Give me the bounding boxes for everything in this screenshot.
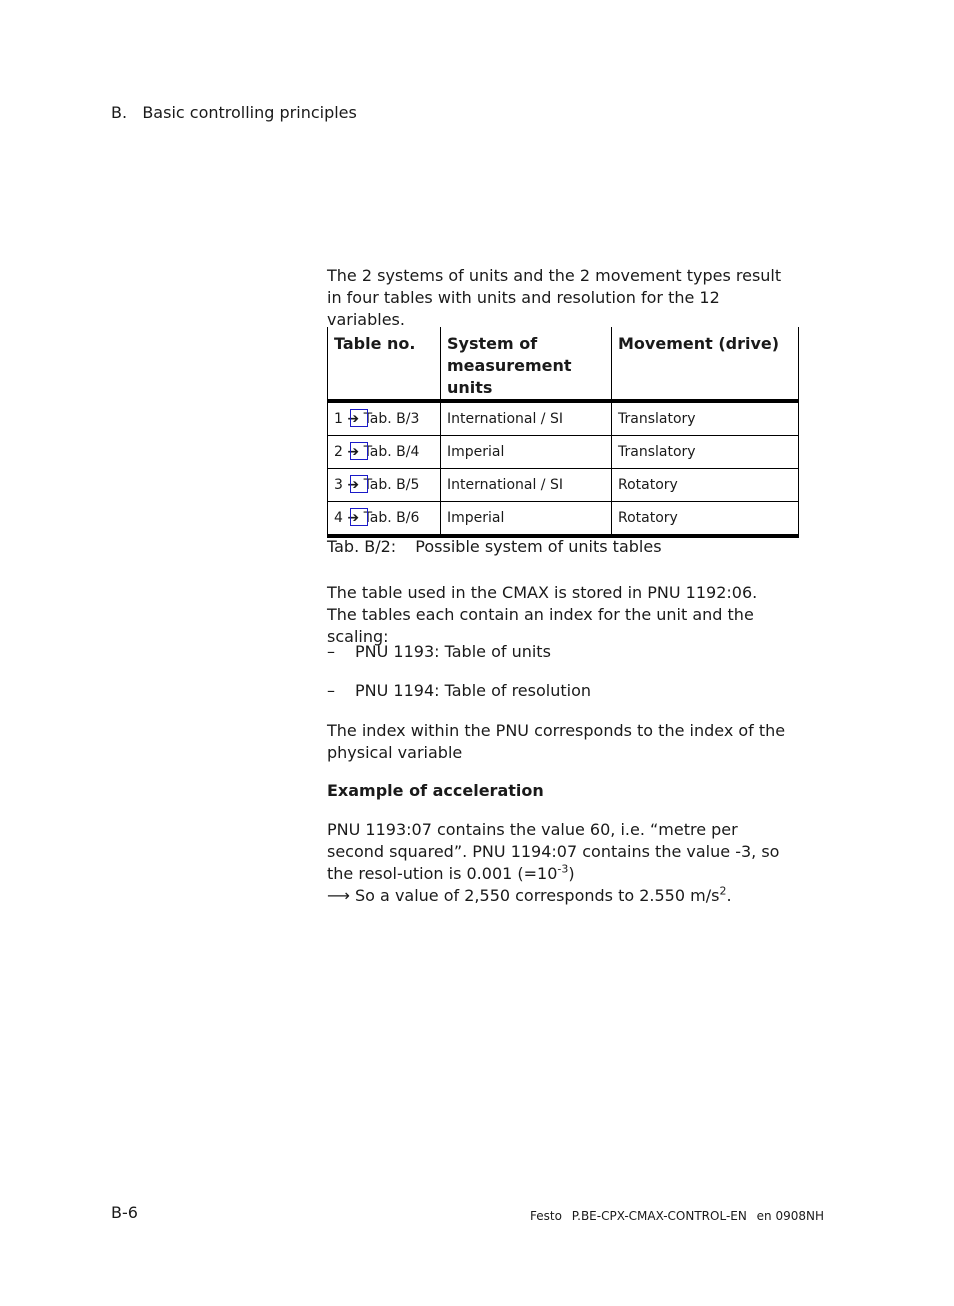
caption-label: Tab. B/2: [327, 537, 397, 556]
example-paragraph [327, 819, 797, 907]
movement-cell: Translatory [612, 436, 799, 469]
movement-cell: Rotatory [612, 469, 799, 502]
table-no-cell [328, 469, 441, 502]
table-row [328, 469, 799, 502]
page-number: B-6 [111, 1203, 138, 1222]
arrow-right-icon: ➔ [347, 444, 360, 460]
caption-text: Possible system of units tables [415, 537, 662, 556]
table-caption [327, 537, 662, 556]
row-number: 3 [334, 477, 343, 493]
result-text-end: . [726, 886, 732, 905]
intro-paragraph: The 2 systems of units and the 2 movement types result in four tables with units and resolution for the 12 variables. [327, 266, 782, 329]
list-item-text: PNU 1194: Table of resolution [355, 681, 592, 700]
exponent: -3 [557, 862, 569, 876]
list-item-text: PNU 1193: Table of units [355, 642, 551, 661]
result-text: So a value of 2,550 corresponds to 2.550 m/s [349, 886, 720, 905]
table-row [328, 401, 799, 436]
system-cell: International / SI [441, 401, 612, 436]
tab-reference-link[interactable]: Tab. B/3 [363, 411, 420, 427]
table-header-row [328, 327, 799, 401]
header-table-no: Table no. [328, 327, 441, 401]
arrow-right-icon: ➔ [347, 411, 360, 427]
footer-edition: en 0908NH [756, 1209, 825, 1223]
tab-reference-link[interactable]: Tab. B/5 [363, 477, 420, 493]
example-text-end: ) [568, 864, 575, 883]
tab-reference-link[interactable]: Tab. B/6 [363, 510, 420, 526]
chapter-letter: B. [111, 103, 128, 122]
footer-document-info [530, 1209, 830, 1223]
list-dash: – [327, 681, 335, 700]
tab-reference-link[interactable]: Tab. B/4 [363, 444, 420, 460]
table-row [328, 436, 799, 469]
footer-company: Festo [530, 1209, 562, 1223]
link-box-icon[interactable] [350, 409, 368, 427]
example-text: PNU 1193:07 contains the value 60, i.e. “metre per second squared”. PNU 1194:07 contains the value -3, so the resol-ution is 0.001 (=10 [327, 820, 780, 883]
header-movement: Movement (drive) [612, 327, 799, 401]
index-paragraph: The index within the PNU corresponds to the index of the physical variable [327, 721, 786, 762]
exponent: 2 [719, 884, 727, 898]
result-arrow-icon: ⟶ [327, 886, 350, 905]
movement-cell: Rotatory [612, 502, 799, 537]
list-item [327, 681, 591, 700]
footer-doc-id: P.BE-CPX-CMAX-CONTROL-EN [571, 1209, 747, 1223]
header-system: System of measurement units [441, 327, 612, 401]
table-no-cell [328, 436, 441, 469]
arrow-right-icon: ➔ [347, 510, 360, 526]
table-row [328, 502, 799, 537]
row-number: 2 [334, 444, 343, 460]
table-no-cell [328, 502, 441, 537]
units-tables-table [327, 327, 799, 538]
system-cell: International / SI [441, 469, 612, 502]
row-number: 1 [334, 411, 343, 427]
system-cell: Imperial [441, 502, 612, 537]
example-heading: Example of acceleration [327, 781, 544, 800]
chapter-title: Basic controlling principles [142, 103, 357, 122]
row-number: 4 [334, 510, 343, 526]
table-no-cell [328, 401, 441, 436]
list-item [327, 642, 551, 661]
list-dash: – [327, 642, 335, 661]
movement-cell: Translatory [612, 401, 799, 436]
arrow-right-icon: ➔ [347, 477, 360, 493]
link-box-icon[interactable] [350, 508, 368, 526]
link-box-icon[interactable] [350, 442, 368, 460]
link-box-icon[interactable] [350, 475, 368, 493]
pnu-paragraph: The table used in the CMAX is stored in PNU 1192:06. The tables each contain an index for the unit and the scaling: [327, 583, 758, 646]
system-cell: Imperial [441, 436, 612, 469]
page-header [111, 103, 357, 122]
